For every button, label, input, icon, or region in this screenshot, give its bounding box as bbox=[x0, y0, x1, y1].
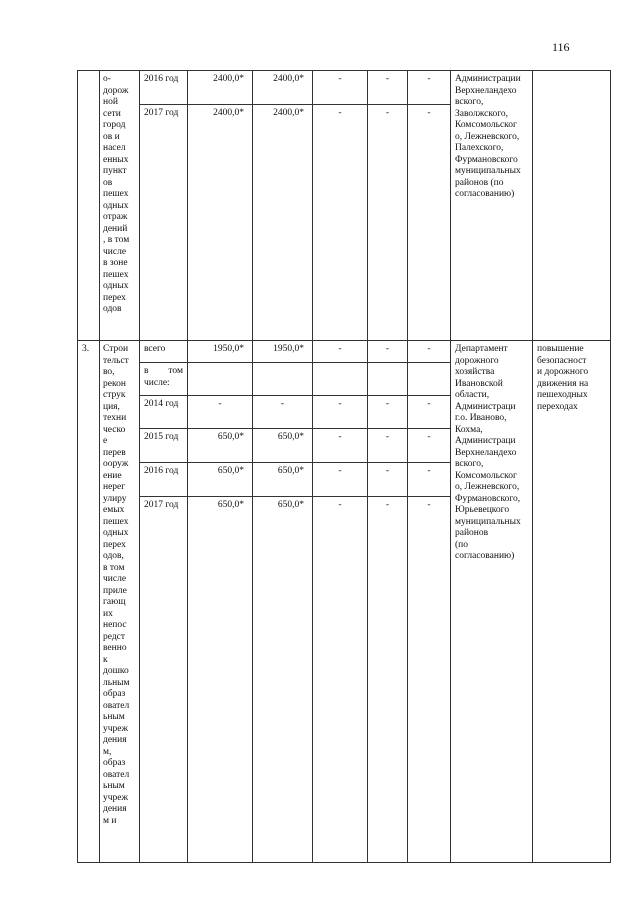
row-number-cell: 3. bbox=[78, 341, 100, 863]
total-cell: 650,0* bbox=[188, 497, 253, 863]
text-line: перев bbox=[103, 447, 126, 458]
text-line: Строи bbox=[103, 344, 129, 354]
budget-cell: 650,0* bbox=[253, 463, 313, 497]
text-line: рекон bbox=[103, 378, 126, 389]
total-cell: 2400,0* bbox=[188, 105, 253, 341]
text-line: дений bbox=[103, 223, 128, 234]
text-line: перех bbox=[103, 539, 126, 550]
total-cell: 2400,0* bbox=[188, 71, 253, 105]
text-line: согласованию) bbox=[455, 189, 515, 199]
text-line: одных bbox=[103, 528, 129, 538]
col-d-cell bbox=[368, 363, 408, 396]
text-line: Кохма, bbox=[455, 424, 483, 435]
text-line: г.о. Иваново, bbox=[455, 413, 507, 423]
col-e-cell: - bbox=[408, 105, 451, 341]
col-c-cell: - bbox=[313, 463, 368, 497]
total-cell: - bbox=[188, 396, 253, 429]
text-line: улиру bbox=[103, 493, 127, 504]
text-line: тельст bbox=[103, 355, 129, 366]
col-d-cell: - bbox=[368, 429, 408, 463]
text-line: образ bbox=[103, 758, 126, 768]
col-d-cell: - bbox=[368, 341, 408, 363]
measure-cell bbox=[100, 71, 140, 341]
text-line: льным bbox=[103, 677, 130, 688]
text-line: в зоне bbox=[103, 258, 128, 268]
text-line: числе bbox=[103, 246, 127, 257]
text-line: Палехского, bbox=[455, 143, 504, 153]
text-line: районов (по bbox=[455, 177, 504, 188]
text-line: образ bbox=[103, 689, 126, 699]
col-d-cell: - bbox=[368, 396, 408, 429]
text-line: Верхнеландехо bbox=[455, 447, 517, 458]
text-line: согласованию) bbox=[455, 551, 515, 561]
text-line: переходах bbox=[537, 401, 578, 412]
text-line: сети bbox=[103, 108, 121, 119]
text-line: е bbox=[103, 436, 108, 446]
text-line: к bbox=[103, 654, 108, 665]
text-line: о- bbox=[103, 74, 111, 84]
period-cell: 2017 год bbox=[140, 497, 188, 863]
text-line: области, bbox=[455, 390, 490, 400]
text-line: Фурмановского bbox=[455, 154, 518, 165]
text-line: Фурмановского, bbox=[455, 493, 521, 504]
text-line: м, bbox=[103, 746, 112, 757]
table-row bbox=[78, 71, 611, 105]
text-line: движения на bbox=[537, 378, 589, 389]
text-line: районов bbox=[455, 528, 489, 538]
budget-cell: 650,0* bbox=[253, 429, 313, 463]
text-line: одных bbox=[103, 200, 129, 211]
text-line: техни bbox=[103, 413, 127, 423]
text-line: ьным bbox=[103, 781, 125, 791]
text-line: овател bbox=[103, 700, 130, 711]
text-line: Администраци bbox=[455, 436, 516, 446]
text-line: одов bbox=[103, 304, 122, 314]
text-line: дошко bbox=[103, 666, 129, 676]
text-line: насел bbox=[103, 143, 126, 153]
text-line: отраж bbox=[103, 212, 128, 222]
text-line: Заволжского, bbox=[455, 108, 509, 119]
text-line: ооруж bbox=[103, 459, 129, 469]
col-e-cell: - bbox=[408, 341, 451, 363]
col-c-cell: - bbox=[313, 429, 368, 463]
budget-cell: 650,0* bbox=[253, 497, 313, 863]
period-cell: всего bbox=[140, 341, 188, 363]
text-line: пешех bbox=[103, 269, 129, 280]
text-line: венно bbox=[103, 643, 127, 653]
text-line: о, Лежневского, bbox=[455, 482, 520, 492]
executor-cell bbox=[451, 341, 533, 863]
text-line: пешеходных bbox=[537, 390, 588, 400]
total-cell: 650,0* bbox=[188, 463, 253, 497]
text-line: гающ bbox=[103, 597, 126, 607]
year-cell: 2017 год bbox=[140, 105, 188, 341]
text-line: во, bbox=[103, 367, 115, 377]
text-line: м и bbox=[103, 815, 117, 826]
text-line: ение bbox=[103, 470, 122, 481]
text-line: струк bbox=[103, 390, 126, 400]
text-line: безопасност bbox=[537, 355, 587, 366]
text-line: Комсомольског bbox=[455, 470, 517, 481]
period-cell: 2016 год bbox=[140, 463, 188, 497]
text-line: дения bbox=[103, 804, 127, 814]
result-cell bbox=[533, 71, 611, 341]
text-line: редст bbox=[103, 631, 126, 642]
text-line: дорож bbox=[103, 85, 129, 96]
text-line: о, Лежневского, bbox=[455, 131, 520, 142]
text-line: пункт bbox=[103, 166, 127, 176]
budget-cell: 2400,0* bbox=[253, 105, 313, 341]
text-line: Юрьевецкого bbox=[455, 505, 510, 515]
text-line: в том bbox=[103, 562, 125, 573]
col-c-cell: - bbox=[313, 396, 368, 429]
text-line: Администрации bbox=[455, 74, 521, 84]
text-line: вского, bbox=[455, 459, 484, 469]
col-e-cell bbox=[408, 363, 451, 396]
text-line: повышение bbox=[537, 344, 584, 354]
text-line: Комсомольског bbox=[455, 120, 517, 130]
page-number: 116 bbox=[552, 40, 570, 54]
text-line: непос bbox=[103, 620, 127, 630]
result-cell bbox=[533, 341, 611, 863]
col-e-cell: - bbox=[408, 429, 451, 463]
text-line: одных bbox=[103, 281, 129, 291]
year-cell: 2016 год bbox=[140, 71, 188, 105]
measure-cell bbox=[100, 341, 140, 863]
text-line: ческо bbox=[103, 424, 126, 435]
text-line: и дорожного bbox=[537, 367, 589, 377]
col-c-cell: - bbox=[313, 71, 368, 105]
text-line: вского, bbox=[455, 97, 484, 107]
text-line: пешех bbox=[103, 189, 129, 199]
text-line: учреж bbox=[103, 723, 129, 734]
executor-cell bbox=[451, 71, 533, 341]
text-line: дорожного bbox=[455, 355, 499, 366]
text-line: нерег bbox=[103, 482, 126, 492]
text-line: их bbox=[103, 608, 113, 619]
text-line: енных bbox=[103, 154, 129, 165]
col-d-cell: - bbox=[368, 71, 408, 105]
text-line: муниципальных bbox=[455, 516, 521, 527]
col-d-cell: - bbox=[368, 463, 408, 497]
text-line: ной bbox=[103, 97, 118, 107]
row-number-cell bbox=[78, 71, 100, 341]
text-line: перех bbox=[103, 292, 126, 303]
text-line: числе bbox=[103, 574, 127, 584]
budget-cell: 2400,0* bbox=[253, 71, 313, 105]
col-e-cell: - bbox=[408, 71, 451, 105]
text-line: дения bbox=[103, 735, 127, 745]
program-table bbox=[77, 70, 611, 863]
text-line: муниципальных bbox=[455, 166, 521, 176]
col-c-cell: - bbox=[313, 105, 368, 341]
col-c-cell bbox=[313, 363, 368, 396]
col-d-cell: - bbox=[368, 105, 408, 341]
period-cell: 2015 год bbox=[140, 429, 188, 463]
total-cell: 1950,0* bbox=[188, 341, 253, 363]
budget-cell bbox=[253, 363, 313, 396]
text-line: емых bbox=[103, 505, 125, 515]
period-cell: 2014 год bbox=[140, 396, 188, 429]
text-line: овател bbox=[103, 769, 130, 780]
text-line: Ивановской bbox=[455, 378, 503, 389]
col-c-cell: - bbox=[313, 497, 368, 863]
col-c-cell: - bbox=[313, 341, 368, 363]
col-e-cell: - bbox=[408, 497, 451, 863]
total-cell bbox=[188, 363, 253, 396]
text-line: ов и bbox=[103, 131, 120, 142]
text-line: (по bbox=[455, 539, 468, 550]
text-line: ьным bbox=[103, 712, 125, 722]
text-line: приле bbox=[103, 585, 127, 596]
text-line: Верхнеландехо bbox=[455, 85, 517, 96]
col-e-cell: - bbox=[408, 463, 451, 497]
budget-cell: 1950,0* bbox=[253, 341, 313, 363]
text-line: пешех bbox=[103, 516, 129, 527]
col-d-cell: - bbox=[368, 497, 408, 863]
text-line: , в том bbox=[103, 235, 130, 245]
text-line: Администраци bbox=[455, 401, 516, 412]
text-line: ов bbox=[103, 177, 113, 188]
col-e-cell: - bbox=[408, 396, 451, 429]
text-line: Департамент bbox=[455, 344, 508, 354]
text-line: хозяйства bbox=[455, 367, 495, 377]
text-line: город bbox=[103, 120, 126, 130]
period-cell: в том числе: bbox=[140, 363, 188, 396]
text-line: учреж bbox=[103, 792, 129, 803]
budget-cell: - bbox=[253, 396, 313, 429]
text-line: ция, bbox=[103, 401, 120, 412]
total-cell: 650,0* bbox=[188, 429, 253, 463]
table-row bbox=[78, 341, 611, 363]
text-line: одов, bbox=[103, 551, 124, 561]
